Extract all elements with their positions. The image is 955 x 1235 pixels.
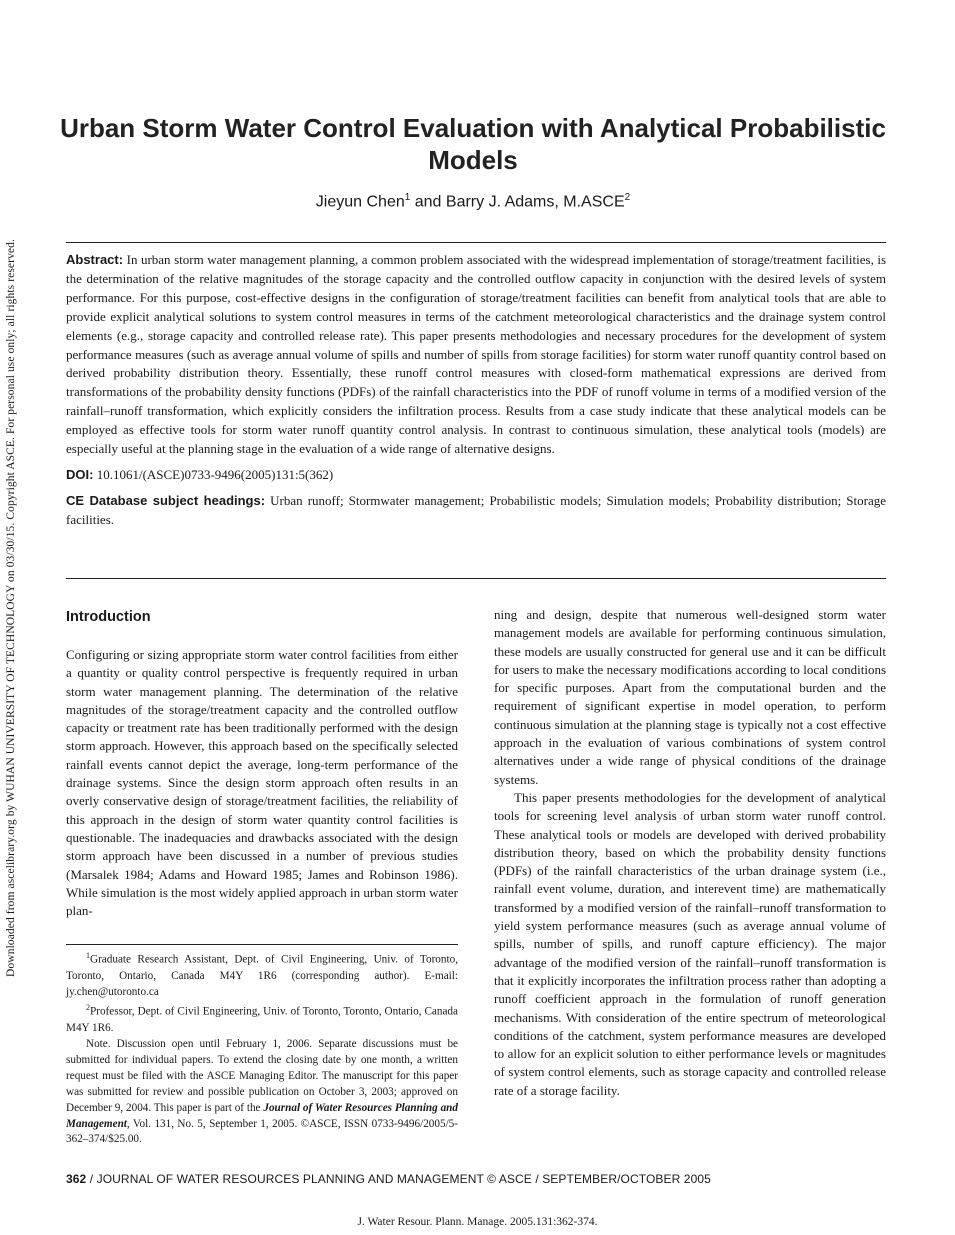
intro-paragraph-1-continued: ning and design, despite that numerous well-designed storm water management models are available for performing continuous simulation, these models are usually constructed for general use and it can be difficult for users to make the necessary modifications according to local conditions for specific purposes. Apart from the computational burden and the requirement of significant expertise in model operation, to perform continuous simulation at the planning stage is typically not a cost effective approach in the evaluation of various combinations of system control alternatives under a wide range of physical conditions of the drainage systems. xyxy=(494,607,886,787)
note-text-end: , Vol. 131, No. 5, September 1, 2005. ©ASCE, ISSN 0733-9496/2005/5-362–374/$25.00. xyxy=(66,1117,458,1146)
author-conjunction: and xyxy=(410,193,446,211)
page-number: 362 xyxy=(66,1172,87,1186)
subject-headings-text: Urban runoff; Stormwater management; Probabilistic models; Simulation models; Probability distribution; Storage facilities. xyxy=(66,492,886,527)
download-notice-text: Downloaded from ascelibrary.org by WUHAN UNIVERSITY OF TECHNOLOGY on 03/30/15. Copyright ASCE. For personal use only; all rights reserved. xyxy=(5,239,18,977)
abstract-bottom-rule xyxy=(66,578,886,579)
intro-paragraph-2: This paper presents methodologies for the development of analytical tools for screening level analysis of urban storm water runoff control. These analytical tools or models are developed with derived probability distribution theory, based on which the probability density functions (PDFs) of the rainfall characteristics of the urban drainage system (i.e., rainfall event volume, duration, and interevent time) are mathematically transformed by a modified version of the rainfall–runoff transformation to yield system performance measures (such as average annual volume of spills, number of spills, and runoff capture efficiency). The major advantage of the modified version of the rainfall–runoff transformation is that it explicitly incorporates the infiltration process rather than adopting a runoff coefficient approach in the formulation of runoff generation mechanisms. With consideration of the entire spectrum of meteorological conditions of the catchment, system performance measures are developed to allow for an explicit solution to either performance levels or magnitudes of system control elements, such as storage capacity and controlled release rate of a storage facility. xyxy=(494,789,886,1098)
left-column xyxy=(66,606,458,920)
doi-line xyxy=(66,466,886,485)
right-column xyxy=(494,606,886,1100)
abstract-label: Abstract: xyxy=(66,252,124,267)
footnote-2 xyxy=(66,1000,458,1037)
doi-label: DOI: xyxy=(66,466,94,482)
abstract-text: In urban storm water management planning, a common problem associated with the widespread implementation of storage/treatment facilities, is the determination of the relative magnitudes of the storage capacity and the controlled outflow capacity in conjunction with the desired levels of system performance. For this purpose, cost-effective designs in the configuration of storage/treatment facilities can benefit from analytical tools that are able to provide explicit analytical solutions to system control measures in terms of the catchment meteorological characteristics and the drainage system control elements (e.g., storage capacity and controlled release rate). This paper presents methodologies and necessary procedures for the development of system performance measures (such as average annual volume of spills and number of spills from storage facilities) for storm water runoff quantity control based on derived probability distribution theory. Essentially, these runoff control measures with closed-form mathematical expressions are derived from transformations of the probability density functions (PDFs) of the rainfall characteristics into the PDF of runoff volume in terms of a modified version of the rainfall–runoff transformation, which explicitly considers the infiltration process. Results from a case study indicate that these analytical models can be employed as effective tools for storm water runoff quantity control analysis. In contrast to continuous simulation, these analytical tools (models) are especially useful at the planning stage in the evaluation of a wide range of alternative designs. xyxy=(66,252,887,457)
subject-headings-label: CE Database subject headings: xyxy=(66,492,266,508)
abstract-block xyxy=(66,251,886,537)
journal-name: Journal of Water Resources Planning and Management xyxy=(66,1101,458,1130)
author-1-affiliation-mark: 1 xyxy=(404,192,411,203)
footnote-1-text: Graduate Research Assistant, Dept. of Civil Engineering, Univ. of Toronto, Toronto, Ontario, Canada M4Y 1R6 (corresponding author). E-mail: jy.chen@utoronto.ca xyxy=(66,953,458,998)
footnote-1-mark: 1 xyxy=(86,951,90,960)
footnotes-block xyxy=(66,948,458,1148)
running-footer xyxy=(66,1172,711,1186)
paper-title: Urban Storm Water Control Evaluation with Analytical Probabilistic Models xyxy=(60,113,886,175)
doi-value: 10.1061/(ASCE)0733-9496(2005)131:5(362) xyxy=(96,466,334,482)
abstract-top-rule xyxy=(66,242,886,243)
footnote-rule xyxy=(66,944,458,945)
author-1-name: Jieyun Chen xyxy=(315,193,405,211)
author-2-affiliation-mark: 2 xyxy=(624,192,631,203)
footnote-2-mark: 2 xyxy=(86,1003,90,1013)
footnote-2-text: Professor, Dept. of Civil Engineering, Univ. of Toronto, Toronto, Ontario, Canada M4Y 1R6. xyxy=(66,1006,458,1035)
introduction-heading: Introduction xyxy=(66,609,151,625)
download-notice-sidebar xyxy=(2,228,20,988)
intro-paragraph-1: Configuring or sizing appropriate storm water control facilities from either a quantity or quality control perspective is frequently required in urban storm water management planning. The determination of the relative magnitudes of the storage/treatment capacity and the controlled outflow capacity or treatment rate has been traditionally performed with the design storm approach. However, this approach based on the specifically selected rainfall events cannot depict the average, long-term performance of the drainage systems. Since the design storm approach often results in an overly conservative design of storage/treatment facilities, the reliability of this approach in the design of storm water quantity control facilities is questionable. The inadequacies and drawbacks associated with the design storm approach have been discussed in a number of previous studies (Marsalek 1984; Adams and Howard 1985; James and Robinson 1986). While simulation is the most widely applied approach in urban storm water plan- xyxy=(66,647,458,919)
citation-line: J. Water Resour. Plann. Manage. 2005.131:362-374. xyxy=(357,1216,598,1228)
note-text-start: Note. Discussion open until February 1, 2006. Separate discussions must be submitted for individual papers. To extend the closing date by one month, a written request must be filed with the ASCE Managing Editor. The manuscript for this paper was submitted for review and possible publication on October 3, 2003; approved on December 9, 2004. This paper is part of the xyxy=(66,1038,458,1114)
author-2-name: Barry J. Adams, M.ASCE xyxy=(445,193,625,211)
subject-headings xyxy=(66,492,886,530)
discussion-note xyxy=(66,1037,458,1148)
running-footer-text: / JOURNAL OF WATER RESOURCES PLANNING AND MANAGEMENT © ASCE / SEPTEMBER/OCTOBER 2005 xyxy=(86,1172,711,1186)
abstract-paragraph xyxy=(66,251,886,459)
footnote-1 xyxy=(66,948,458,1000)
author-line xyxy=(60,192,886,211)
